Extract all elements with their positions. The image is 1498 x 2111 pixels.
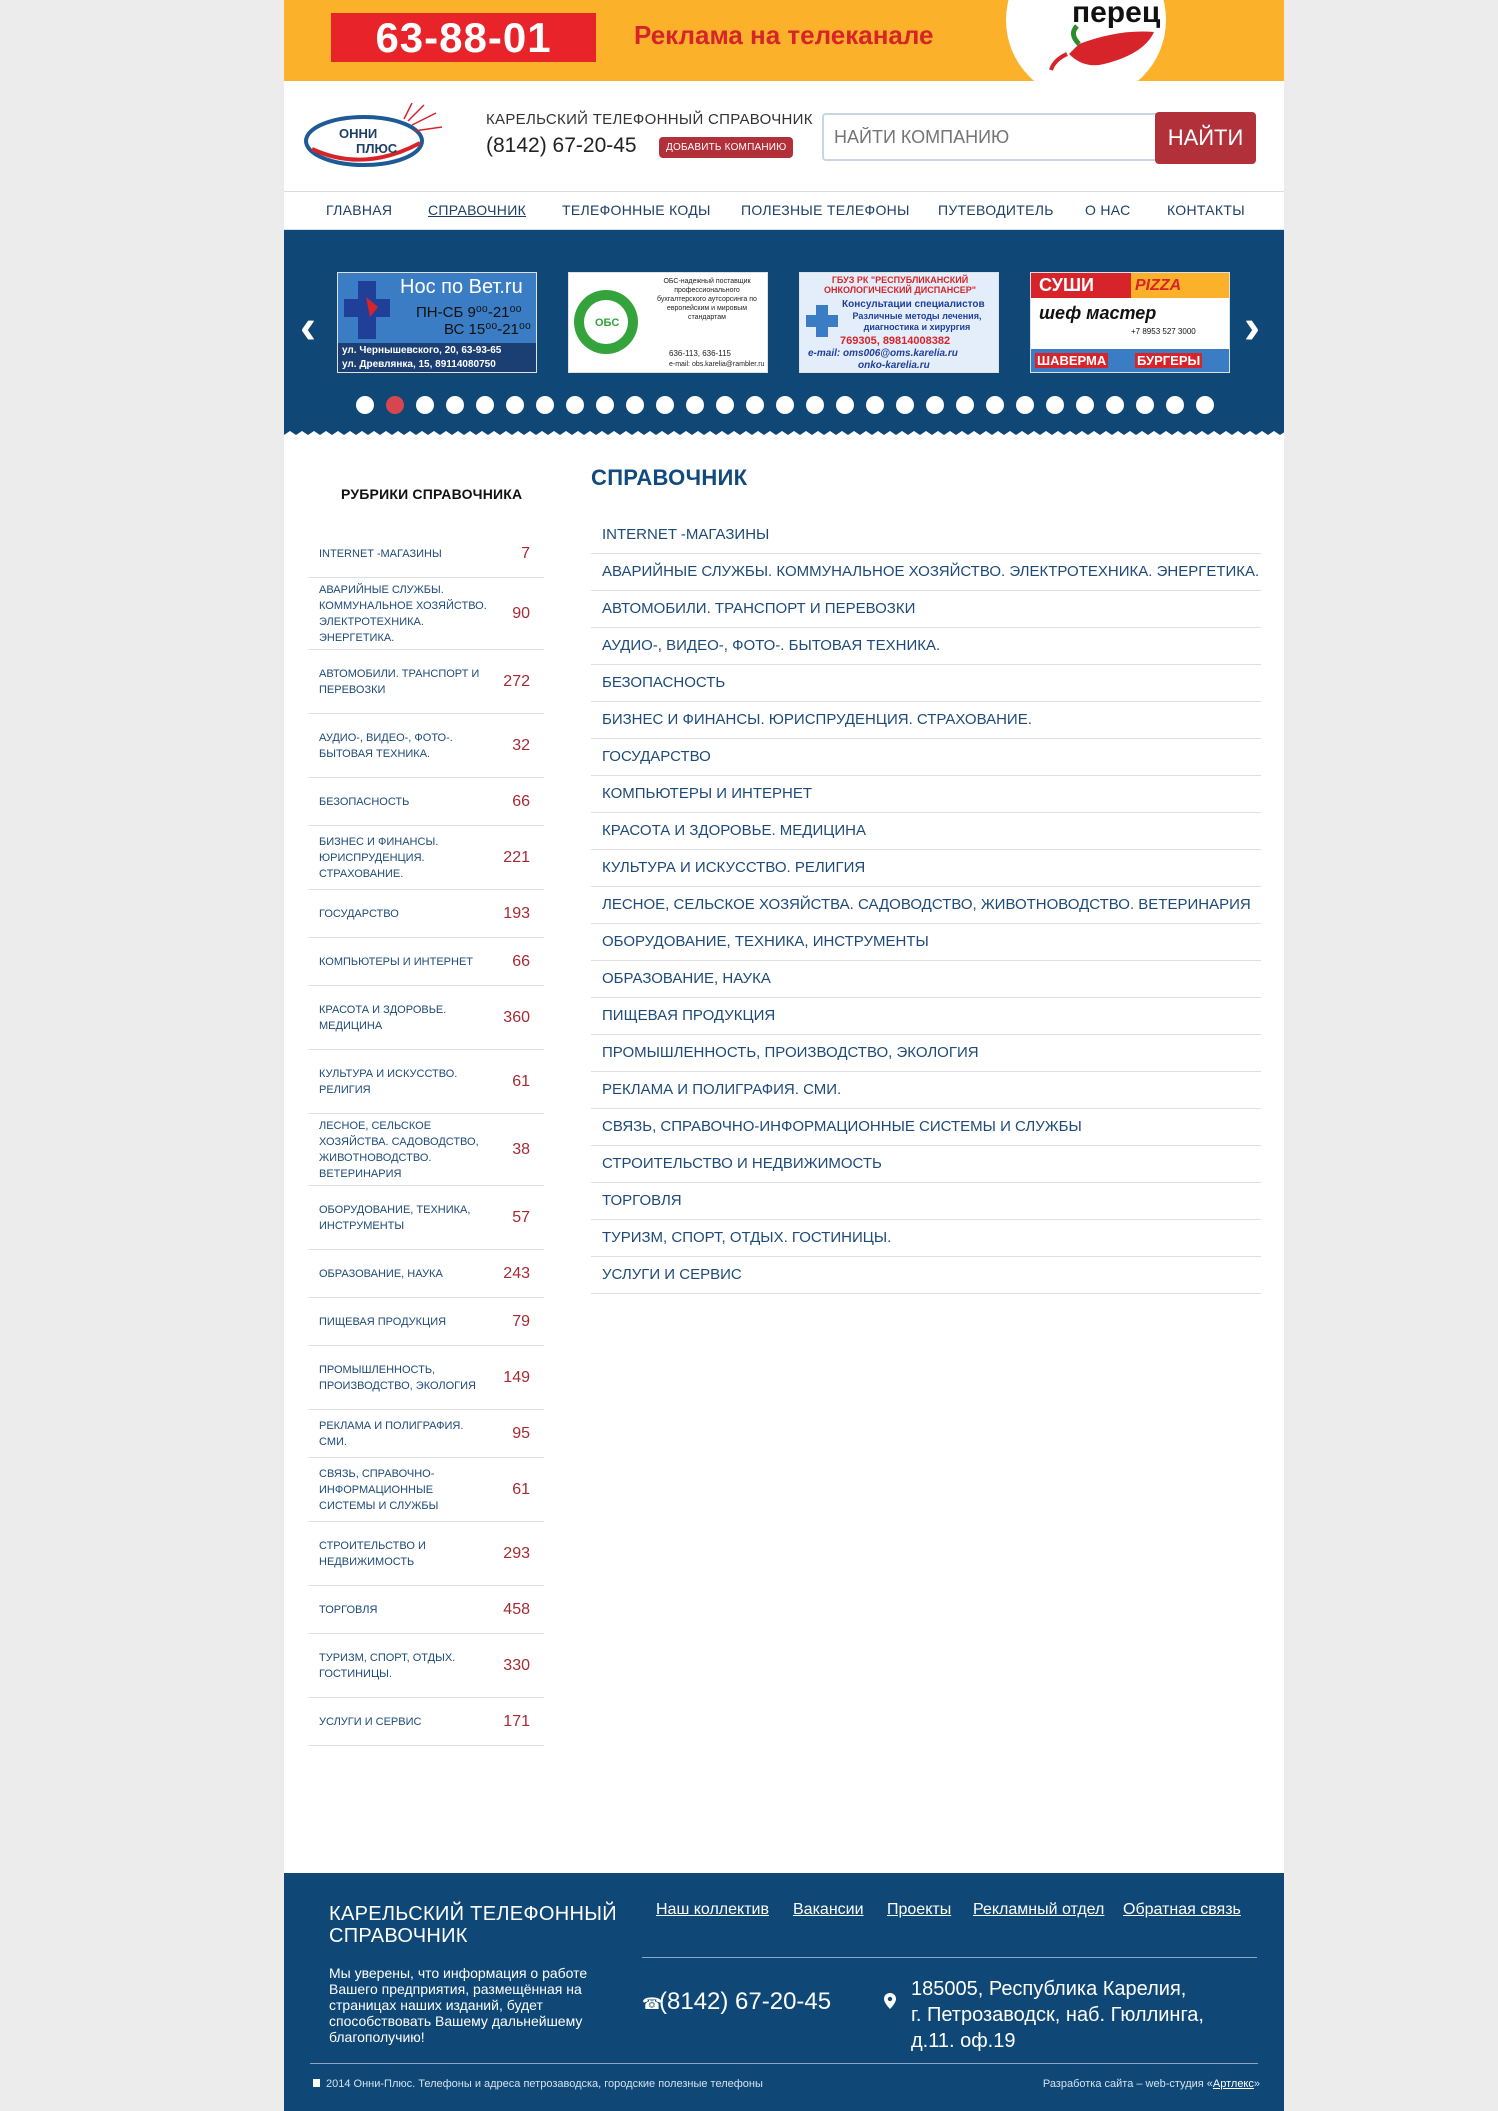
sidebar-item-count: 193 [503,904,530,922]
category-list-item[interactable]: СВЯЗЬ, СПРАВОЧНО-ИНФОРМАЦИОННЫЕ СИСТЕМЫ И СЛУЖБЫ [591,1109,1261,1146]
footer-link-ads[interactable]: Рекламный отдел [973,1901,1105,1918]
slider-dot[interactable] [476,396,494,414]
nav-about[interactable]: О НАС [1085,202,1131,218]
slide-food[interactable] [1030,272,1230,373]
slider-dot[interactable] [1016,396,1034,414]
slide-vet-l2: ВС 15⁰⁰-21⁰⁰ [444,321,531,338]
slide-obs-l2: 636-113, 636-115 [669,349,731,358]
slider-dot[interactable] [386,396,404,414]
sidebar-item[interactable] [309,1114,544,1186]
banner-tagline: Реклама на телеканале [634,20,934,50]
slide-obs-title: ОБС-надежный поставщик профессионального бухгалтерского аутсорсинга по европейским и мировым стандартам [657,278,757,321]
sidebar-item-count: 360 [503,1008,530,1026]
category-list-item[interactable]: БЕЗОПАСНОСТЬ [591,665,1261,702]
slider-dot[interactable] [1106,396,1124,414]
sidebar-item-count: 293 [503,1544,530,1562]
footer-link-vacancies[interactable]: Вакансии [793,1901,864,1918]
sidebar-item[interactable] [309,1250,544,1298]
footer-bottom-divider [310,2063,1258,2064]
sidebar-item[interactable] [309,650,544,714]
sidebar-item-label: ОБОРУДОВАНИЕ, ТЕХНИКА, ИНСТРУМЕНТЫ [319,1203,471,1232]
sidebar-item-label: ЛЕСНОЕ, СЕЛЬСКОЕ ХОЗЯЙСТВА. САДОВОДСТВО, ЖИВОТНОВОДСТВО. ВЕТЕРИНАРИЯ [319,1119,479,1180]
category-list-item[interactable]: ТОРГОВЛЯ [591,1183,1261,1220]
footer-divider [642,1957,1257,1958]
header [284,81,1284,191]
slider-next-arrow-icon[interactable]: › [1244,301,1260,354]
footer-link-projects[interactable]: Проекты [887,1901,952,1918]
sidebar-item[interactable] [309,578,544,650]
category-list-item[interactable]: АУДИО-, ВИДЕО-, ФОТО-. БЫТОВАЯ ТЕХНИКА. [591,628,1261,665]
header-subtitle: КАРЕЛЬСКИЙ ТЕЛЕФОННЫЙ СПРАВОЧНИК [486,111,813,128]
sidebar-item-label: РЕКЛАМА И ПОЛИГРАФИЯ. СМИ. [319,1419,464,1448]
category-list-item[interactable]: РЕКЛАМА И ПОЛИГРАФИЯ. СМИ. [591,1072,1261,1109]
sidebar-item-label: БЕЗОПАСНОСТЬ [319,795,410,808]
category-list-item[interactable]: СТРОИТЕЛЬСТВО И НЕДВИЖИМОСТЬ [591,1146,1261,1183]
sidebar-item-label: КРАСОТА И ЗДОРОВЬЕ. МЕДИЦИНА [319,1003,447,1032]
footer [284,1873,1284,2111]
slide-onko-l3: 769305, 89814008382 [840,335,951,347]
sidebar-item-label: АВАРИЙНЫЕ СЛУЖБЫ. КОММУНАЛЬНОЕ ХОЗЯЙСТВО. ЭЛЕКТРОТЕХНИКА. ЭНЕРГЕТИКА. [319,583,487,644]
slide-onko-l5: onko-karelia.ru [858,360,930,371]
slider-dot[interactable] [776,396,794,414]
category-list-item[interactable]: КОМПЬЮТЕРЫ И ИНТЕРНЕТ [591,776,1261,813]
footer-phone: (8142) 67-20-45 [659,1988,832,2015]
sidebar-item[interactable] [309,826,544,890]
slide-obs-l1: ОБС [595,317,620,329]
sidebar-item[interactable] [309,890,544,938]
sidebar-item[interactable] [309,938,544,986]
sidebar-item-count: 61 [512,1072,530,1090]
main-nav [284,191,1284,230]
banner-channel-name: перец [1072,0,1161,29]
nav-home[interactable]: ГЛАВНАЯ [326,202,393,218]
sidebar-item-count: 32 [512,736,530,754]
category-list-item[interactable]: INTERNET -МАГАЗИНЫ [591,517,1261,554]
sidebar-category-list [309,530,544,1746]
slide-food-l5: БУРГЕРЫ [1137,353,1201,368]
slider-dot[interactable] [446,396,464,414]
sidebar-item-label: ПРОМЫШЛЕННОСТЬ, ПРОИЗВОДСТВО, ЭКОЛОГИЯ [319,1363,476,1392]
slider-dot[interactable] [866,396,884,414]
sidebar-item-label: СТРОИТЕЛЬСТВО И НЕДВИЖИМОСТЬ [319,1539,426,1568]
sidebar-item-label: INTERNET -МАГАЗИНЫ [319,547,442,560]
footer-link-feedback[interactable]: Обратная связь [1123,1901,1241,1918]
search-input[interactable] [822,113,1162,161]
sidebar-item-count: 221 [503,848,530,866]
nav-guide[interactable]: ПУТЕВОДИТЕЛЬ [938,202,1054,218]
slide-vet-l4: ул. Древлянка, 15, 89114080750 [342,359,496,370]
slider-dot[interactable] [1166,396,1184,414]
sidebar-item[interactable] [309,1634,544,1698]
sidebar-item[interactable] [309,1298,544,1346]
sidebar-item[interactable] [309,986,544,1050]
footer-link-team[interactable]: Наш коллектив [656,1901,769,1918]
slider-prev-arrow-icon[interactable]: ‹ [300,301,316,354]
sidebar-item[interactable] [309,1346,544,1410]
footer-copyright: 2014 Онни-Плюс. Телефоны и адреса петрозаводска, городские полезные телефоны [326,2078,763,2090]
slider-dot[interactable] [1196,396,1214,414]
slide-onko-title: ГБУЗ РК "РЕСПУБЛИКАНСКИЙ ОНКОЛОГИЧЕСКИЙ ДИСПАНСЕР" [823,275,977,295]
sidebar-item-count: 330 [503,1656,530,1674]
sidebar-item[interactable] [309,1186,544,1250]
sidebar-title: РУБРИКИ СПРАВОЧНИКА [341,486,523,502]
footer-title: КАРЕЛЬСКИЙ ТЕЛЕФОННЫЙ СПРАВОЧНИК [329,1903,617,1947]
footer-address-line1: 185005, Республика Карелия, [911,1978,1187,2000]
footer-dev-link[interactable]: Артлекс [1212,2078,1254,2090]
sidebar-item-label: ОБРАЗОВАНИЕ, НАУКА [319,1267,443,1280]
sidebar-item-label: КУЛЬТУРА И ИСКУССТВО. РЕЛИГИЯ [319,1067,458,1096]
category-list-item[interactable]: ПРОМЫШЛЕННОСТЬ, ПРОИЗВОДСТВО, ЭКОЛОГИЯ [591,1035,1261,1072]
slider-dot[interactable] [536,396,554,414]
pepper-icon [1049,24,1159,74]
footer-address-line2: г. Петрозаводск, наб. Гюллинга, [911,2004,1204,2026]
sidebar-item-count: 57 [512,1208,530,1226]
sidebar-item-label: ПИЩЕВАЯ ПРОДУКЦИЯ [319,1315,447,1328]
slide-obs[interactable] [568,272,768,373]
slider-dot[interactable] [656,396,674,414]
nav-directory[interactable]: СПРАВОЧНИК [428,202,527,218]
footer-address [911,1976,1204,2054]
copyright-icon [313,2079,320,2087]
sidebar-item-label: ГОСУДАРСТВО [319,907,399,920]
sidebar-item-count: 66 [512,952,530,970]
slider-dot[interactable] [356,396,374,414]
slider-dot[interactable] [716,396,734,414]
phone-icon: ☎ [642,1996,662,2013]
sidebar-item-count: 38 [512,1140,530,1158]
add-company-button[interactable]: ДОБАВИТЬ КОМПАНИЮ [659,137,793,158]
slider-dot[interactable] [896,396,914,414]
footer-developer [1043,2078,1260,2090]
sidebar-item[interactable] [309,1698,544,1746]
footer-dev-suffix: » [1253,2078,1260,2090]
category-list-item[interactable]: ТУРИЗМ, СПОРТ, ОТДЫХ. ГОСТИНИЦЫ. [591,1220,1261,1257]
slide-food-title: СУШИ [1039,275,1094,295]
footer-description: Мы уверены, что информация о работе Вашего предприятия, размещённая на страницах наших изданий, будет способствовать Вашему дальнейшему благополучию! [329,1965,588,2045]
slider-dot[interactable] [986,396,1004,414]
category-list-item[interactable]: БИЗНЕС И ФИНАНСЫ. ЮРИСПРУДЕНЦИЯ. СТРАХОВАНИЕ. [591,702,1261,739]
sidebar-item-count: 458 [503,1600,530,1618]
sidebar-item-count: 61 [512,1480,530,1498]
slider-dot[interactable] [566,396,584,414]
slider-dot[interactable] [1136,396,1154,414]
location-pin-icon [884,1993,896,2009]
sidebar-item[interactable] [309,1458,544,1522]
category-list-item[interactable]: АВТОМОБИЛИ. ТРАНСПОРТ И ПЕРЕВОЗКИ [591,591,1261,628]
slider-dot[interactable] [746,396,764,414]
sidebar-item-count: 66 [512,792,530,810]
onni-plus-logo[interactable] [304,103,444,171]
sidebar-item-label: КОМПЬЮТЕРЫ И ИНТЕРНЕТ [319,955,474,968]
medical-cross-icon [804,303,840,339]
sidebar-item-count: 272 [503,672,530,690]
top-ad-banner[interactable] [284,0,1284,81]
slide-food-l3: +7 8953 527 3000 [1131,327,1196,336]
category-list-item[interactable]: ЛЕСНОЕ, СЕЛЬСКОЕ ХОЗЯЙСТВА. САДОВОДСТВО, ЖИВОТНОВОДСТВО. ВЕТЕРИНАРИЯ [591,887,1261,924]
slide-obs-l3: e-mail: obs.karelia@rambler.ru [669,361,765,368]
slide-food-l2: шеф мастер [1039,303,1157,323]
category-list-item[interactable]: ОБРАЗОВАНИЕ, НАУКА [591,961,1261,998]
page-title: СПРАВОЧНИК [591,465,748,490]
sidebar-item-count: 171 [503,1712,530,1730]
category-list-item[interactable]: АВАРИЙНЫЕ СЛУЖБЫ. КОММУНАЛЬНОЕ ХОЗЯЙСТВО. ЭЛЕКТРОТЕХНИКА. ЭНЕРГЕТИКА. [591,554,1261,591]
category-list-item[interactable]: ОБОРУДОВАНИЕ, ТЕХНИКА, ИНСТРУМЕНТЫ [591,924,1261,961]
sidebar-item-count: 79 [512,1312,530,1330]
sidebar-item-label: УСЛУГИ И СЕРВИС [319,1715,422,1728]
slider-dot[interactable] [506,396,524,414]
page [284,0,1284,2111]
sidebar-item[interactable] [309,714,544,778]
slider-dot[interactable] [626,396,644,414]
slide-vet-l1: ПН-СБ 9⁰⁰-21⁰⁰ [416,304,522,321]
ad-slider [284,230,1284,440]
slide-onko[interactable] [799,272,999,373]
sidebar-item-count: 95 [512,1424,530,1442]
slide-onko-l2: Различные методы лечения, диагностика и хирургия [852,311,982,332]
sidebar-item-count: 149 [503,1368,530,1386]
slider-dot[interactable] [416,396,434,414]
slide-food-l4: ШАВЕРМА [1037,353,1107,368]
sidebar-item[interactable] [309,1586,544,1634]
cross-icon [342,277,392,343]
wave-divider [284,429,1284,441]
footer-address-line3: д.11. оф.19 [911,2030,1016,2052]
footer-dev-prefix: Разработка сайта – web-студия « [1042,2078,1213,2090]
sidebar-item-label: ТУРИЗМ, СПОРТ, ОТДЫХ. ГОСТИНИЦЫ. [319,1651,456,1680]
slider-dot[interactable] [806,396,824,414]
logo-line1: ОННИ [339,126,378,141]
sidebar-item-count: 90 [512,604,530,622]
nav-phone-codes[interactable]: ТЕЛЕФОННЫЕ КОДЫ [562,202,711,218]
sidebar-item-label: СВЯЗЬ, СПРАВОЧНО-ИНФОРМАЦИОННЫЕ СИСТЕМЫ И СЛУЖБЫ [319,1467,439,1512]
sidebar-item[interactable] [309,530,544,578]
slide-vet-l3: ул. Чернышевского, 20, 63-93-65 [342,345,502,356]
search-button[interactable]: НАЙТИ [1155,112,1256,164]
sidebar-item[interactable] [309,1522,544,1586]
slide-food-l1: PIZZA [1135,277,1182,294]
sidebar-item-label: АУДИО-, ВИДЕО-, ФОТО-. БЫТОВАЯ ТЕХНИКА. [319,731,453,760]
sidebar-item[interactable] [309,778,544,826]
slider-dot[interactable] [596,396,614,414]
banner-phone: 63-88-01 [331,13,596,62]
sidebar-item[interactable] [309,1050,544,1114]
slide-vet-title: Нос по Вет.ru [400,276,523,298]
slider-dot[interactable] [686,396,704,414]
category-list-item[interactable]: КУЛЬТУРА И ИСКУССТВО. РЕЛИГИЯ [591,850,1261,887]
slider-dot[interactable] [956,396,974,414]
category-list-item[interactable]: ПИЩЕВАЯ ПРОДУКЦИЯ [591,998,1261,1035]
category-list-item[interactable]: ГОСУДАРСТВО [591,739,1261,776]
sidebar-item-label: АВТОМОБИЛИ. ТРАНСПОРТ И ПЕРЕВОЗКИ [319,667,480,696]
slide-onko-l1: Консультации специалистов [842,299,985,310]
header-phone: (8142) 67-20-45 [486,134,637,157]
sidebar-item-label: ТОРГОВЛЯ [319,1603,378,1616]
category-list-item[interactable]: КРАСОТА И ЗДОРОВЬЕ. МЕДИЦИНА [591,813,1261,850]
nav-contacts[interactable]: КОНТАКТЫ [1167,202,1245,218]
nav-useful-phones[interactable]: ПОЛЕЗНЫЕ ТЕЛЕФОНЫ [741,202,910,218]
slider-dot[interactable] [926,396,944,414]
slide-onko-l4: e-mail: oms006@oms.karelia.ru [808,348,958,359]
sidebar-item-count: 7 [521,544,530,562]
sidebar-item-count: 243 [503,1264,530,1282]
slider-dot[interactable] [1076,396,1094,414]
slider-dot[interactable] [836,396,854,414]
logo-line2: ПЛЮС [356,141,398,156]
category-list-item[interactable]: УСЛУГИ И СЕРВИС [591,1257,1261,1294]
sidebar-item-label: БИЗНЕС И ФИНАНСЫ. ЮРИСПРУДЕНЦИЯ. СТРАХОВАНИЕ. [319,835,439,880]
slide-vet[interactable] [337,272,537,373]
category-list [591,517,1261,1294]
sidebar-item[interactable] [309,1410,544,1458]
slider-dot[interactable] [1046,396,1064,414]
